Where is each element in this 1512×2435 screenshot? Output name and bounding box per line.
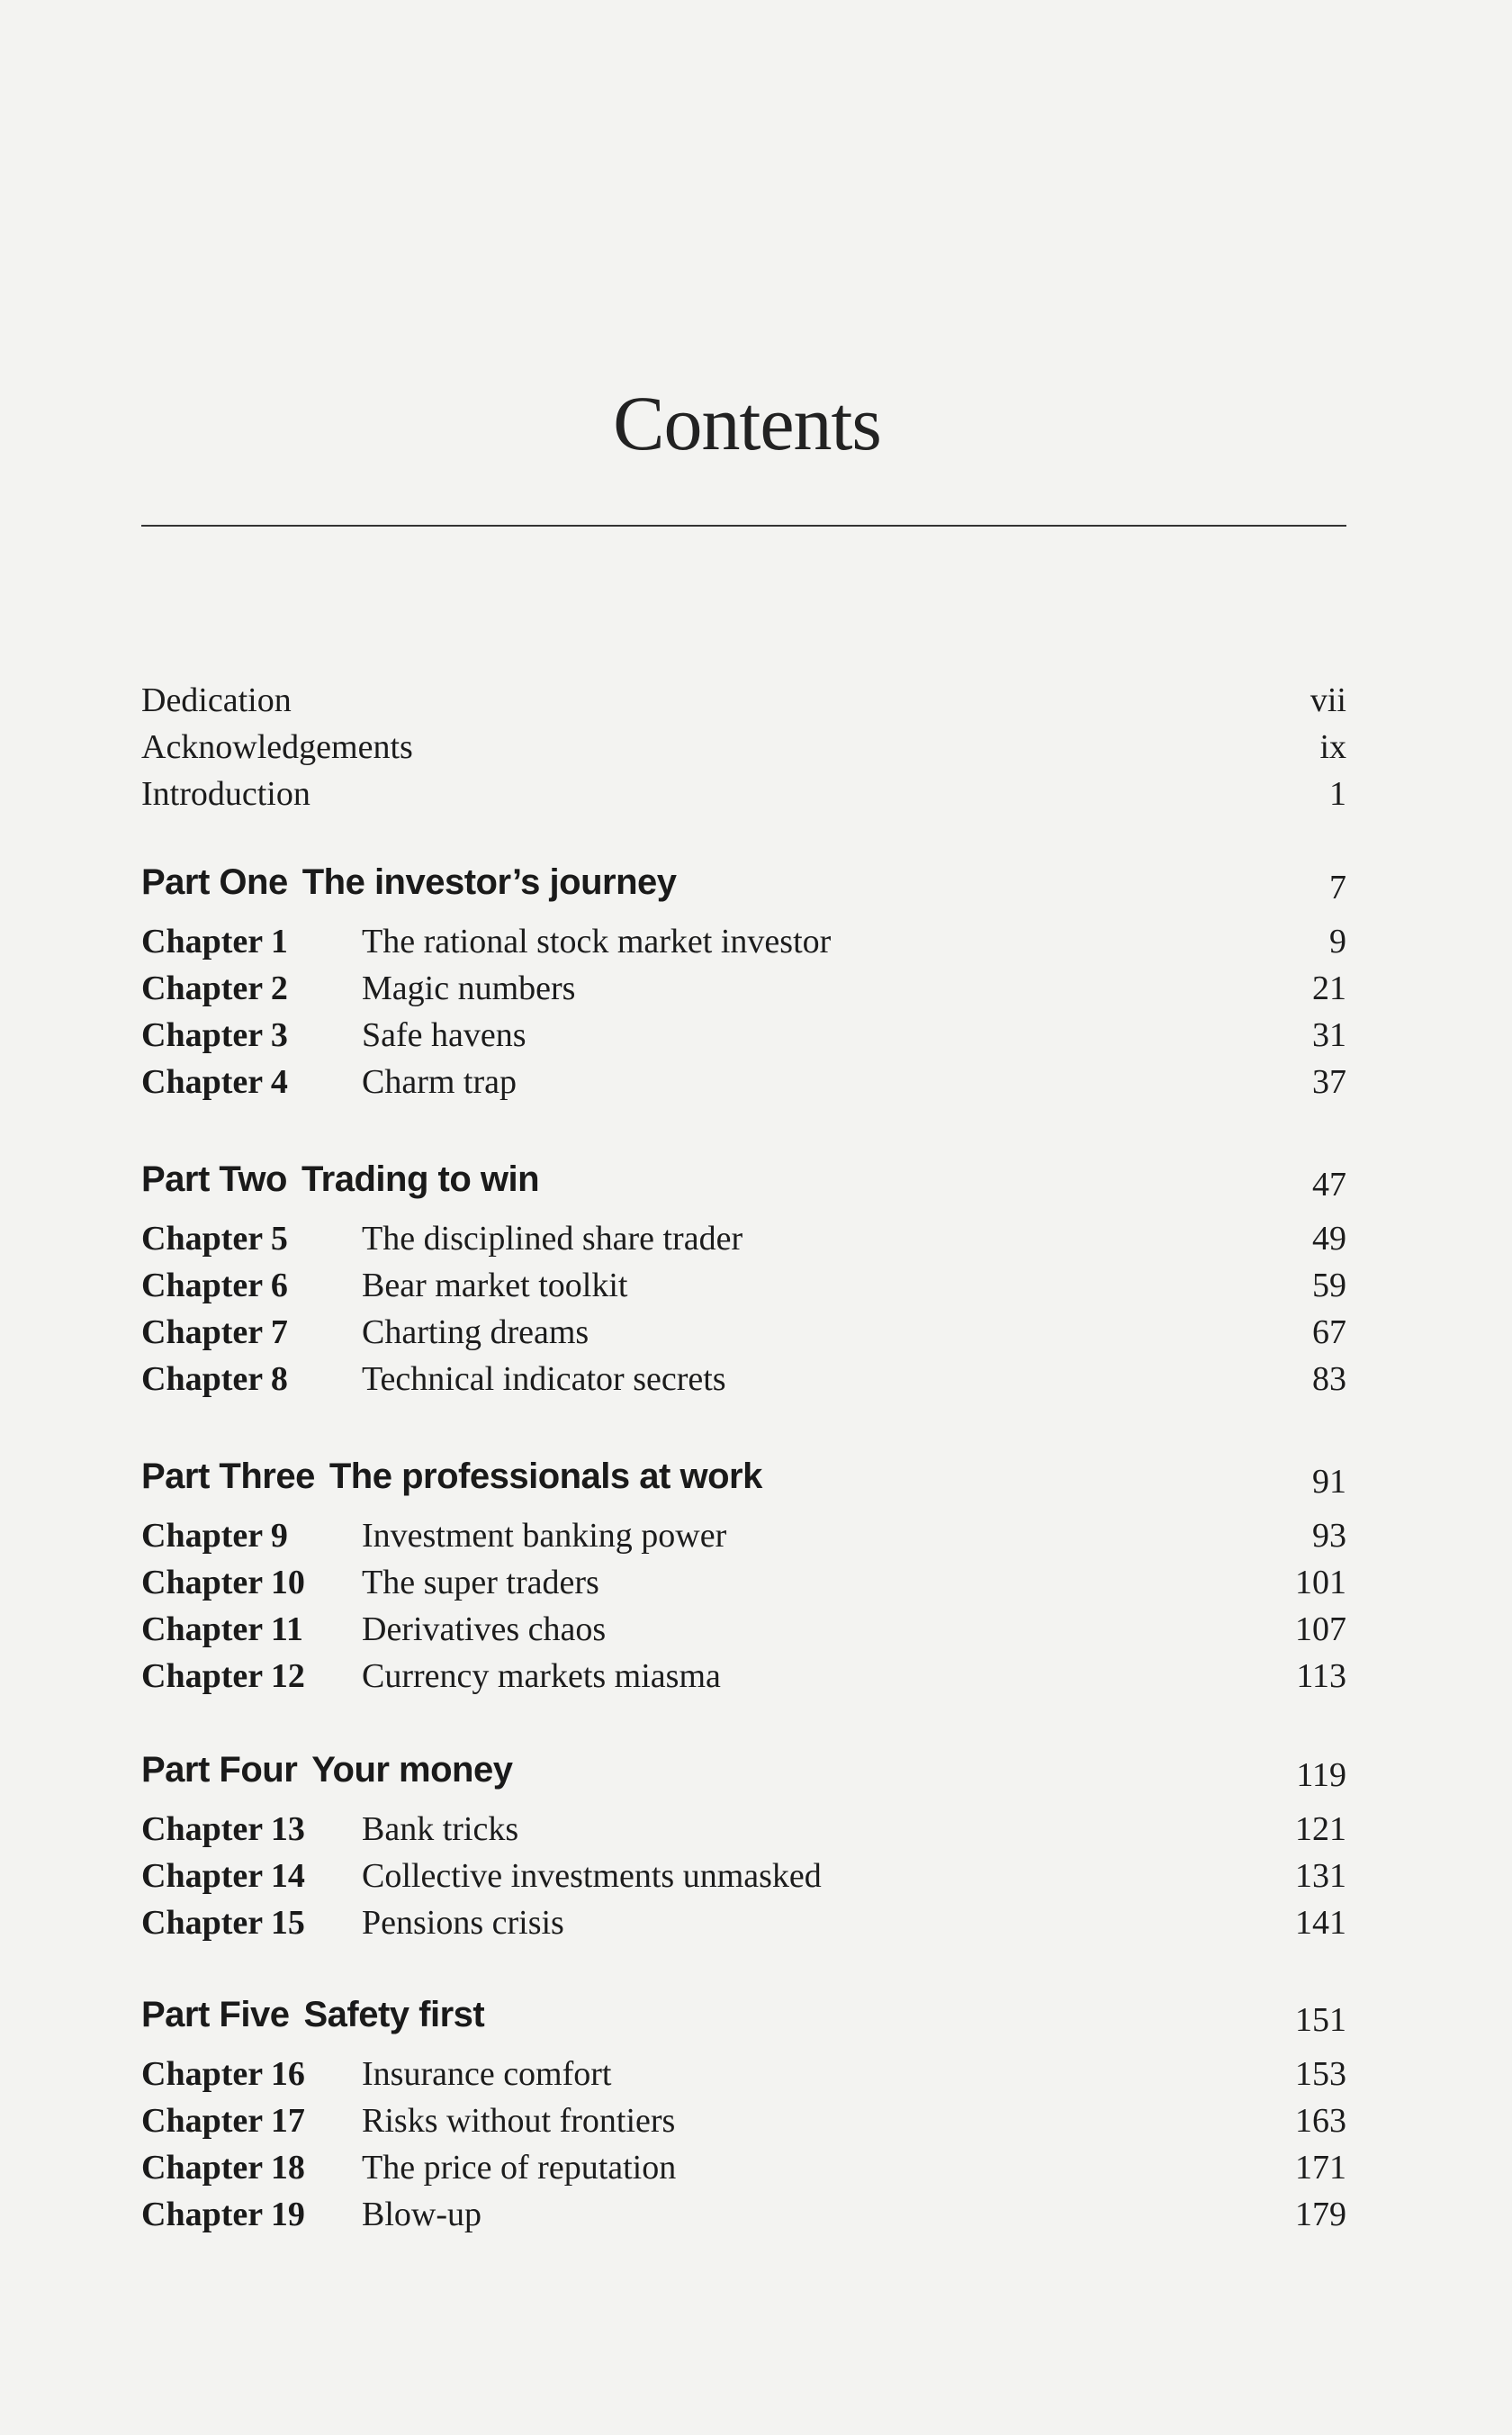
chapter-entry-7 bbox=[141, 1309, 1346, 1356]
chapter-entry-15 bbox=[141, 1899, 1346, 1946]
chapter-entry-8 bbox=[141, 1356, 1346, 1402]
chapter-page: 107 bbox=[1295, 1610, 1346, 1648]
chapter-number: Chapter 12 bbox=[141, 1657, 305, 1695]
part-heading-three bbox=[141, 1453, 1346, 1500]
chapter-title: Derivatives chaos bbox=[362, 1610, 607, 1648]
part-heading-one bbox=[141, 859, 1346, 906]
toc-entry-dedication bbox=[141, 677, 1346, 724]
part-title: Trading to win bbox=[301, 1159, 540, 1199]
part-title: The professionals at work bbox=[328, 1456, 762, 1496]
part-number: Part Five bbox=[141, 1995, 290, 2034]
chapter-title: Bear market toolkit bbox=[362, 1267, 628, 1304]
chapter-number: Chapter 6 bbox=[141, 1267, 288, 1304]
chapter-entry-3 bbox=[141, 1012, 1346, 1059]
chapter-title: Insurance comfort bbox=[362, 2055, 612, 2093]
chapter-page: 21 bbox=[1312, 969, 1346, 1007]
chapter-number: Chapter 14 bbox=[141, 1857, 305, 1895]
title-rule bbox=[141, 525, 1346, 527]
chapter-title: The disciplined share trader bbox=[362, 1220, 743, 1258]
chapter-entry-9 bbox=[141, 1512, 1346, 1559]
part-heading-two bbox=[141, 1156, 1346, 1203]
part-title: Safety first bbox=[303, 1995, 485, 2034]
chapter-title: Charting dreams bbox=[362, 1313, 590, 1351]
part-title: The investor’s journey bbox=[302, 862, 677, 902]
chapter-page: 49 bbox=[1312, 1220, 1346, 1258]
toc-entry-introduction bbox=[141, 771, 1346, 817]
chapter-entry-18 bbox=[141, 2144, 1346, 2191]
part-number: Part Three bbox=[141, 1456, 315, 1496]
chapter-title: Investment banking power bbox=[362, 1517, 727, 1555]
part-number: Part Four bbox=[141, 1750, 298, 1790]
chapter-entry-13 bbox=[141, 1806, 1346, 1853]
chapter-title: Magic numbers bbox=[362, 969, 576, 1007]
chapter-page: 121 bbox=[1295, 1810, 1346, 1848]
chapter-page: 31 bbox=[1312, 1016, 1346, 1054]
chapter-page: 153 bbox=[1295, 2055, 1346, 2093]
entry-page: ix bbox=[1319, 728, 1346, 766]
chapter-page: 9 bbox=[1329, 923, 1346, 960]
chapter-title: Charm trap bbox=[362, 1063, 518, 1101]
toc-entry-acknowledgements bbox=[141, 724, 1346, 771]
part-number: Part Two bbox=[141, 1159, 287, 1199]
chapter-number: Chapter 3 bbox=[141, 1016, 288, 1054]
chapter-number: Chapter 15 bbox=[141, 1904, 305, 1942]
part-title: Your money bbox=[311, 1750, 513, 1790]
chapter-title: Bank tricks bbox=[362, 1810, 519, 1848]
entry-label: Acknowledgements bbox=[141, 728, 413, 766]
chapter-title: The price of reputation bbox=[362, 2149, 677, 2187]
chapter-page: 163 bbox=[1295, 2102, 1346, 2140]
part-page: 7 bbox=[1329, 869, 1346, 906]
chapter-page: 113 bbox=[1296, 1657, 1346, 1695]
part-heading-four bbox=[141, 1746, 1346, 1793]
chapter-number: Chapter 7 bbox=[141, 1313, 288, 1351]
entry-page: vii bbox=[1310, 681, 1346, 719]
chapter-entry-4 bbox=[141, 1059, 1346, 1105]
chapter-number: Chapter 10 bbox=[141, 1564, 305, 1601]
chapter-number: Chapter 16 bbox=[141, 2055, 305, 2093]
chapter-entry-17 bbox=[141, 2097, 1346, 2144]
chapter-page: 171 bbox=[1295, 2149, 1346, 2187]
part-heading-five bbox=[141, 1991, 1346, 2038]
chapter-entry-14 bbox=[141, 1853, 1346, 1899]
chapter-number: Chapter 2 bbox=[141, 969, 288, 1007]
chapter-entry-10 bbox=[141, 1559, 1346, 1606]
entry-page: 1 bbox=[1329, 775, 1346, 813]
chapter-number: Chapter 19 bbox=[141, 2196, 305, 2233]
chapter-number: Chapter 5 bbox=[141, 1220, 288, 1258]
chapter-entry-16 bbox=[141, 2051, 1346, 2097]
chapter-page: 179 bbox=[1295, 2196, 1346, 2233]
entry-label: Dedication bbox=[141, 681, 292, 719]
chapter-title: The super traders bbox=[362, 1564, 599, 1601]
chapter-number: Chapter 1 bbox=[141, 923, 288, 960]
part-page: 91 bbox=[1312, 1463, 1346, 1501]
part-number: Part One bbox=[141, 862, 288, 902]
part-page: 119 bbox=[1296, 1756, 1346, 1794]
entry-label: Introduction bbox=[141, 775, 310, 813]
chapter-page: 141 bbox=[1295, 1904, 1346, 1942]
chapter-page: 37 bbox=[1312, 1063, 1346, 1101]
chapter-number: Chapter 18 bbox=[141, 2149, 305, 2187]
chapter-entry-11 bbox=[141, 1606, 1346, 1653]
chapter-entry-6 bbox=[141, 1262, 1346, 1309]
chapter-number: Chapter 13 bbox=[141, 1810, 305, 1848]
chapter-number: Chapter 11 bbox=[141, 1610, 303, 1648]
chapter-page: 67 bbox=[1312, 1313, 1346, 1351]
chapter-title: Safe havens bbox=[362, 1016, 526, 1054]
chapter-entry-5 bbox=[141, 1215, 1346, 1262]
chapter-number: Chapter 17 bbox=[141, 2102, 305, 2140]
chapter-title: Risks without frontiers bbox=[362, 2102, 676, 2140]
chapter-page: 101 bbox=[1295, 1564, 1346, 1601]
chapter-title: Blow-up bbox=[362, 2196, 482, 2233]
chapter-title: Pensions crisis bbox=[362, 1904, 564, 1942]
chapter-title: Technical indicator secrets bbox=[362, 1360, 726, 1398]
chapter-title: Currency markets miasma bbox=[362, 1657, 721, 1695]
chapter-entry-19 bbox=[141, 2191, 1346, 2238]
chapter-number: Chapter 9 bbox=[141, 1517, 288, 1555]
chapter-number: Chapter 8 bbox=[141, 1360, 288, 1398]
chapter-page: 83 bbox=[1312, 1360, 1346, 1398]
chapter-page: 93 bbox=[1312, 1517, 1346, 1555]
chapter-entry-1 bbox=[141, 918, 1346, 965]
part-page: 47 bbox=[1312, 1166, 1346, 1204]
part-page: 151 bbox=[1295, 2001, 1346, 2039]
chapter-page: 59 bbox=[1312, 1267, 1346, 1304]
chapter-entry-2 bbox=[141, 965, 1346, 1012]
page-title: Contents bbox=[613, 380, 881, 466]
chapter-number: Chapter 4 bbox=[141, 1063, 288, 1101]
chapter-entry-12 bbox=[141, 1653, 1346, 1700]
chapter-title: The rational stock market investor bbox=[362, 923, 832, 960]
chapter-title: Collective investments unmasked bbox=[362, 1857, 822, 1895]
chapter-page: 131 bbox=[1295, 1857, 1346, 1895]
